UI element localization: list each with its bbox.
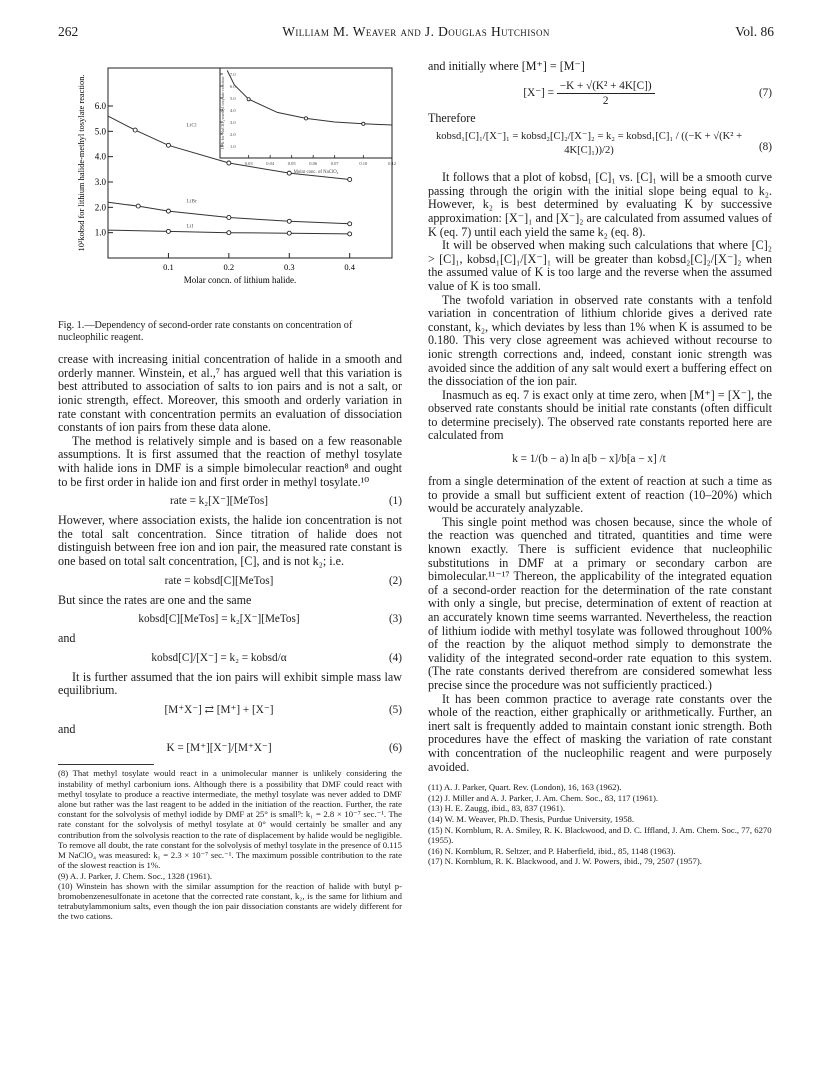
inset-y-tick-label: 1.0 [230, 144, 236, 149]
right-column [428, 60, 772, 867]
inset-y-tick-label: 2.0 [230, 132, 236, 137]
main-x-tick-label: 0.1 [163, 262, 174, 272]
main-x-tick-label: 0.2 [223, 262, 235, 272]
inset-y-tick-label: 7.0 [230, 72, 236, 77]
equation-8-expr: kobsd₁[C]₁/[X⁻]₁ = kobsd₂[C]₂/[X⁻]₂ = k₂ = kobsd₁[C]₁ / ((−K + √(K² + 4K[C]₁))/2) [435, 131, 743, 157]
inset-x-tick-label: 0.04 [266, 161, 275, 166]
reference-list [428, 782, 772, 867]
equation-7-numerator: −K + √(K² + 4K[C]) [557, 79, 655, 94]
main-data-point [227, 161, 231, 165]
main-series-label: LiBr [186, 198, 197, 205]
equation-5-number: (5) [388, 703, 402, 716]
paragraph-r6: from a single determination of the extent of reaction at such a time as to provide a small but sufficient extent of reaction (10–20%) which would be accurately analyzable. [428, 474, 772, 516]
figure-1 [58, 60, 402, 318]
inset-y-tick-label: 6.0 [230, 84, 236, 89]
inset-x-tick-label: 0.03 [244, 161, 253, 166]
paragraph-l3: However, where association exists, the halide ion concentration is not the total salt concentration. Since titration of halide does not distinguish between free ion and ion pair, the measured rate constant is one based on total salt concentration, [C], and is not k₂; i.e. [58, 513, 402, 568]
main-data-point [166, 229, 170, 233]
equation-9 [428, 446, 772, 472]
equation-5-expr: [M⁺X⁻] ⇄ [M⁺] + [X⁻] [164, 703, 274, 716]
footnote-8: (8) That methyl tosylate would react in a unimolecular manner is unlikely considering the instability of methyl carbonium ions. Although there is a possibility that DMF could react with methyl tosylate to produce a reactive intermediate, the methyl tosylate was never added to DMF alone but rather was the last reagent to be added in the initiation of the reaction. Further, the rate constant for the solvolysis of methyl iodide by DMF at 25° is small⁹: k₁ = 2.8 × 10⁻⁷ sec.⁻¹. The rate constant for the solvolysis of methyl tosylate at 0° would certainly be smaller and any contribution from the solvolysis reaction to the rate of displacement by halide would be negligible. To remove all doubt, the rate constant for the solvolysis of methyl tosylate in the presence of 0.115 M NaClO₄ was measured: k₁ = 2.3 × 10⁻⁷ sec.⁻¹. The maximum possible contribution to the rate of the slowest reaction is 1%. [58, 768, 402, 871]
equation-2 [58, 572, 402, 591]
paragraph-l2: The method is relatively simple and is based on a few reasonable assumptions. It is first assumed that the reaction of methyl tosylate with halide ions in DMF is a simple bimolecular reaction⁸ and ought to be first order in halide ion and first order in methyl tosylate.¹⁰ [58, 433, 402, 489]
and-word-2: and [58, 721, 76, 736]
main-data-point [166, 209, 170, 213]
equation-7-expr [428, 79, 750, 108]
running-title: William M. Weaver and J. Douglas Hutchison [282, 24, 550, 39]
reference-15: (15) N. Kornblum, R. A. Smiley, R. K. Blackwood, and D. C. Iffland, J. Am. Chem. Soc., 77, 6270 (1955). [428, 824, 772, 846]
inset-x-tick-label: 0.06 [309, 161, 318, 166]
main-data-point [227, 231, 231, 235]
inset-x-axis-label: Molar conc. of NaClO₄ [293, 170, 339, 175]
main-y-tick-label: 5.0 [94, 126, 106, 137]
inset-data-point [304, 117, 307, 120]
main-data-point [133, 128, 137, 132]
main-data-point [348, 232, 352, 236]
left-column [58, 60, 402, 922]
main-series-line [108, 202, 350, 224]
main-series-label: LiI [186, 223, 194, 230]
main-y-tick-label: 1.0 [94, 227, 106, 238]
inset-plot-frame [220, 68, 392, 158]
reference-11: (11) A. J. Parker, Quart. Rev. (London), 16, 163 (1962). [428, 782, 622, 793]
equation-7-fraction [557, 79, 655, 108]
and-word-1: and [58, 631, 76, 646]
equation-3 [58, 610, 402, 629]
page-header [58, 24, 774, 44]
equation-2-expr: rate = kobsd[C][MeTos] [164, 574, 274, 587]
main-data-point [166, 143, 170, 147]
inset-x-tick-label: 0.12 [388, 161, 396, 166]
inset-y-axis-label: 10²k for NaClO₄-methyl tosylate reaction [220, 76, 225, 150]
equation-1 [58, 492, 402, 511]
main-y-tick-label: 2.0 [94, 202, 106, 213]
inset-data-point [362, 122, 365, 125]
equation-5 [58, 701, 402, 720]
equation-8 [428, 128, 772, 168]
main-data-point [136, 204, 140, 208]
equation-4-number: (4) [388, 651, 402, 664]
figure-caption [58, 320, 402, 343]
equation-6-expr: K = [M⁺][X⁻]/[M⁺X⁻] [166, 742, 272, 755]
main-data-point [287, 219, 291, 223]
equation-7-denominator: 2 [602, 94, 609, 107]
paragraph-l1: crease with increasing initial concentration of halide in a smooth and orderly manner. Winstein, et al.,⁷ has argued well that this variation is best attributed to association of salts to ion pairs and is not a salt, or ionic strength, effect. Moreover, this smooth and orderly variation in rate constant with concentration permits an evaluation of dissociation constants of ion pairs from these data alone. [58, 352, 402, 435]
main-y-tick-label: 6.0 [94, 101, 106, 111]
paragraph-r4: The twofold variation in observed rate constants with a tenfold variation in concentration of lithium chloride gives a derived rate constant, k₂, which deviates by less than 1% when K is assumed to be 0.180. This very close agreement was achieved without recourse to ionic strength corrections and, indeed, constant ionic strength was avoided since the addition of any salt would exert a buffering effect on the dissociation of the ion pair. [428, 292, 772, 389]
main-x-axis-label: Molar concn. of lithium halide. [183, 275, 297, 285]
equation-3-number: (3) [388, 613, 402, 626]
footnote-divider [58, 764, 154, 765]
reference-13: (13) H. E. Zaugg, ibid., 83, 837 (1961). [428, 803, 566, 814]
main-data-point [287, 231, 291, 235]
inset-y-tick-label: 3.0 [230, 120, 236, 125]
equation-8-number: (8) [758, 141, 772, 154]
footnote-10: (10) Winstein has shown with the similar assumption for the reaction of halide with butyl p-bromobenzenesulfonate in acetone that the corrected rate constant, k₂, is the same for lithium and tetrabutylammonium salts, even though the ion pair dissociation constants are widely different for the two cations. [58, 880, 402, 922]
main-data-point [287, 171, 291, 175]
inset-y-tick-label: 5.0 [230, 96, 236, 101]
paragraph-r3: It will be observed when making such calculations that where [C]₂ > [C]₁, kobsd₁[C]₁/[X⁻]₁ will be greater than kobsd₂[C]₂/[X⁻]₂ when the assumed value of K is too large and the reverse when the assumed value of K is too small. [428, 238, 772, 293]
main-x-tick-label: 0.3 [283, 262, 295, 272]
paragraph-l5: It is further assumed that the ion pairs will exhibit simple mass law equilibrium. [58, 669, 402, 698]
main-series-label: LiCl [186, 122, 197, 129]
paragraph-r2: It follows that a plot of kobsd₁ [C]₁ vs. [C]₁ will be a smooth curve passing through the origin with the initial slope being equal to k₂. However, k₂ is best determined by evaluating K by successive approximation: [X⁻]₁ and [X⁻]₂ are calculated from assumed values of K (eq. 7) until each yield the same k₂ (eq. 8). [428, 170, 772, 239]
paragraph-r8: It has been common practice to average rate constants over the whole of the reaction, either graphically or arithmetically. Further, an inert salt is frequently added to maintain constant ionic strength. Both procedures have the effect of masking the variation of rate constant with concentration of the nucleophilic reagent and were purposely avoided. [428, 691, 772, 774]
equation-1-expr: rate = k₂[X⁻][MeTos] [170, 495, 268, 508]
main-data-point [348, 222, 352, 226]
figure-caption-text: Fig. 1.—Dependency of second-order rate constants on concentration of nucleophilic reagent. [58, 320, 353, 343]
main-data-point [348, 177, 352, 181]
paragraph-r7: This single point method was chosen because, since the whole of the reaction was quenched and titrated, quantities and time were known exactly. There is sufficient evidence that nucleophilic substitutions in DMF at a primary or secondary carbon are bimolecular.¹¹⁻¹⁷ Thereon, the applicability of the integrated equation of a second-order reaction for the determination of the rate constant with only a single, but precise, determination of extent of reaction at an accurately known time seems warranted. Nevertheless, the reaction of lithium iodide with methyl tosylate was followed throughout 100% of the reaction by the aliquot method simply to demonstrate the validity of the integrated second-order rate equation to this system. (The rate constants derived therefrom are considered somewhat less precise since the procedure was not sufficiently practiced.) [428, 514, 772, 692]
inset-x-tick-label: 0.10 [359, 161, 368, 166]
equation-7 [428, 77, 772, 109]
therefore-word: Therefore [428, 110, 476, 125]
volume-label: Vol. 86 [735, 24, 774, 39]
figure-1-chart [58, 60, 402, 288]
paragraph-l4: But since the rates are one and the same [58, 592, 252, 607]
equation-9-expr: k = 1/(b − a) ln a[b − x]/b[a − x] /t [512, 453, 666, 466]
reference-16: (16) N. Kornblum, R. Seltzer, and P. Haberfield, ibid., 85, 1148 (1963). [428, 845, 676, 856]
equation-7-number: (7) [758, 86, 772, 99]
main-y-tick-label: 3.0 [94, 177, 106, 187]
paragraph-r1: and initially where [M⁺] = [M⁻] [428, 59, 585, 73]
equation-6-number: (6) [388, 742, 402, 755]
main-y-axis-label: 10²kobsd for lithium halide-methyl tosylate reaction. [77, 74, 86, 252]
paragraph-r5: Inasmuch as eq. 7 is exact only at time zero, when [M⁺] = [X⁻], the observed rate constants should be initial rate constants (often difficult to determine precisely). The observed rate constants reported here are calculated from [428, 387, 772, 443]
reference-12: (12) J. Miller and A. J. Parker, J. Am. Chem. Soc., 83, 117 (1961). [428, 792, 659, 803]
main-data-point [227, 215, 231, 219]
equation-6 [58, 739, 402, 758]
main-y-tick-label: 4.0 [94, 151, 106, 162]
reference-17: (17) N. Kornblum, R. K. Blackwood, and J. W. Powers, ibid., 79, 2507 (1957). [428, 856, 702, 867]
equation-7-lhs: [X⁻] = [523, 86, 554, 99]
equation-4 [58, 649, 402, 668]
equation-2-number: (2) [388, 574, 402, 587]
footnote-9: (9) A. J. Parker, J. Chem. Soc., 1328 (1961). [58, 870, 213, 881]
main-x-tick-label: 0.4 [344, 262, 356, 272]
page-number: 262 [58, 24, 79, 39]
inset-x-tick-label: 0.07 [330, 161, 339, 166]
reference-14: (14) W. M. Weaver, Ph.D. Thesis, Purdue University, 1958. [428, 813, 635, 824]
inset-y-tick-label: 4.0 [230, 108, 236, 113]
equation-4-expr: kobsd[C]/[X⁻] = k₂ = kobsd/α [151, 651, 287, 664]
inset-x-tick-label: 0.05 [287, 161, 296, 166]
equation-3-expr: kobsd[C][MeTos] = k₂[X⁻][MeTos] [138, 613, 300, 626]
equation-1-number: (1) [388, 495, 402, 508]
inset-data-point [247, 98, 250, 101]
